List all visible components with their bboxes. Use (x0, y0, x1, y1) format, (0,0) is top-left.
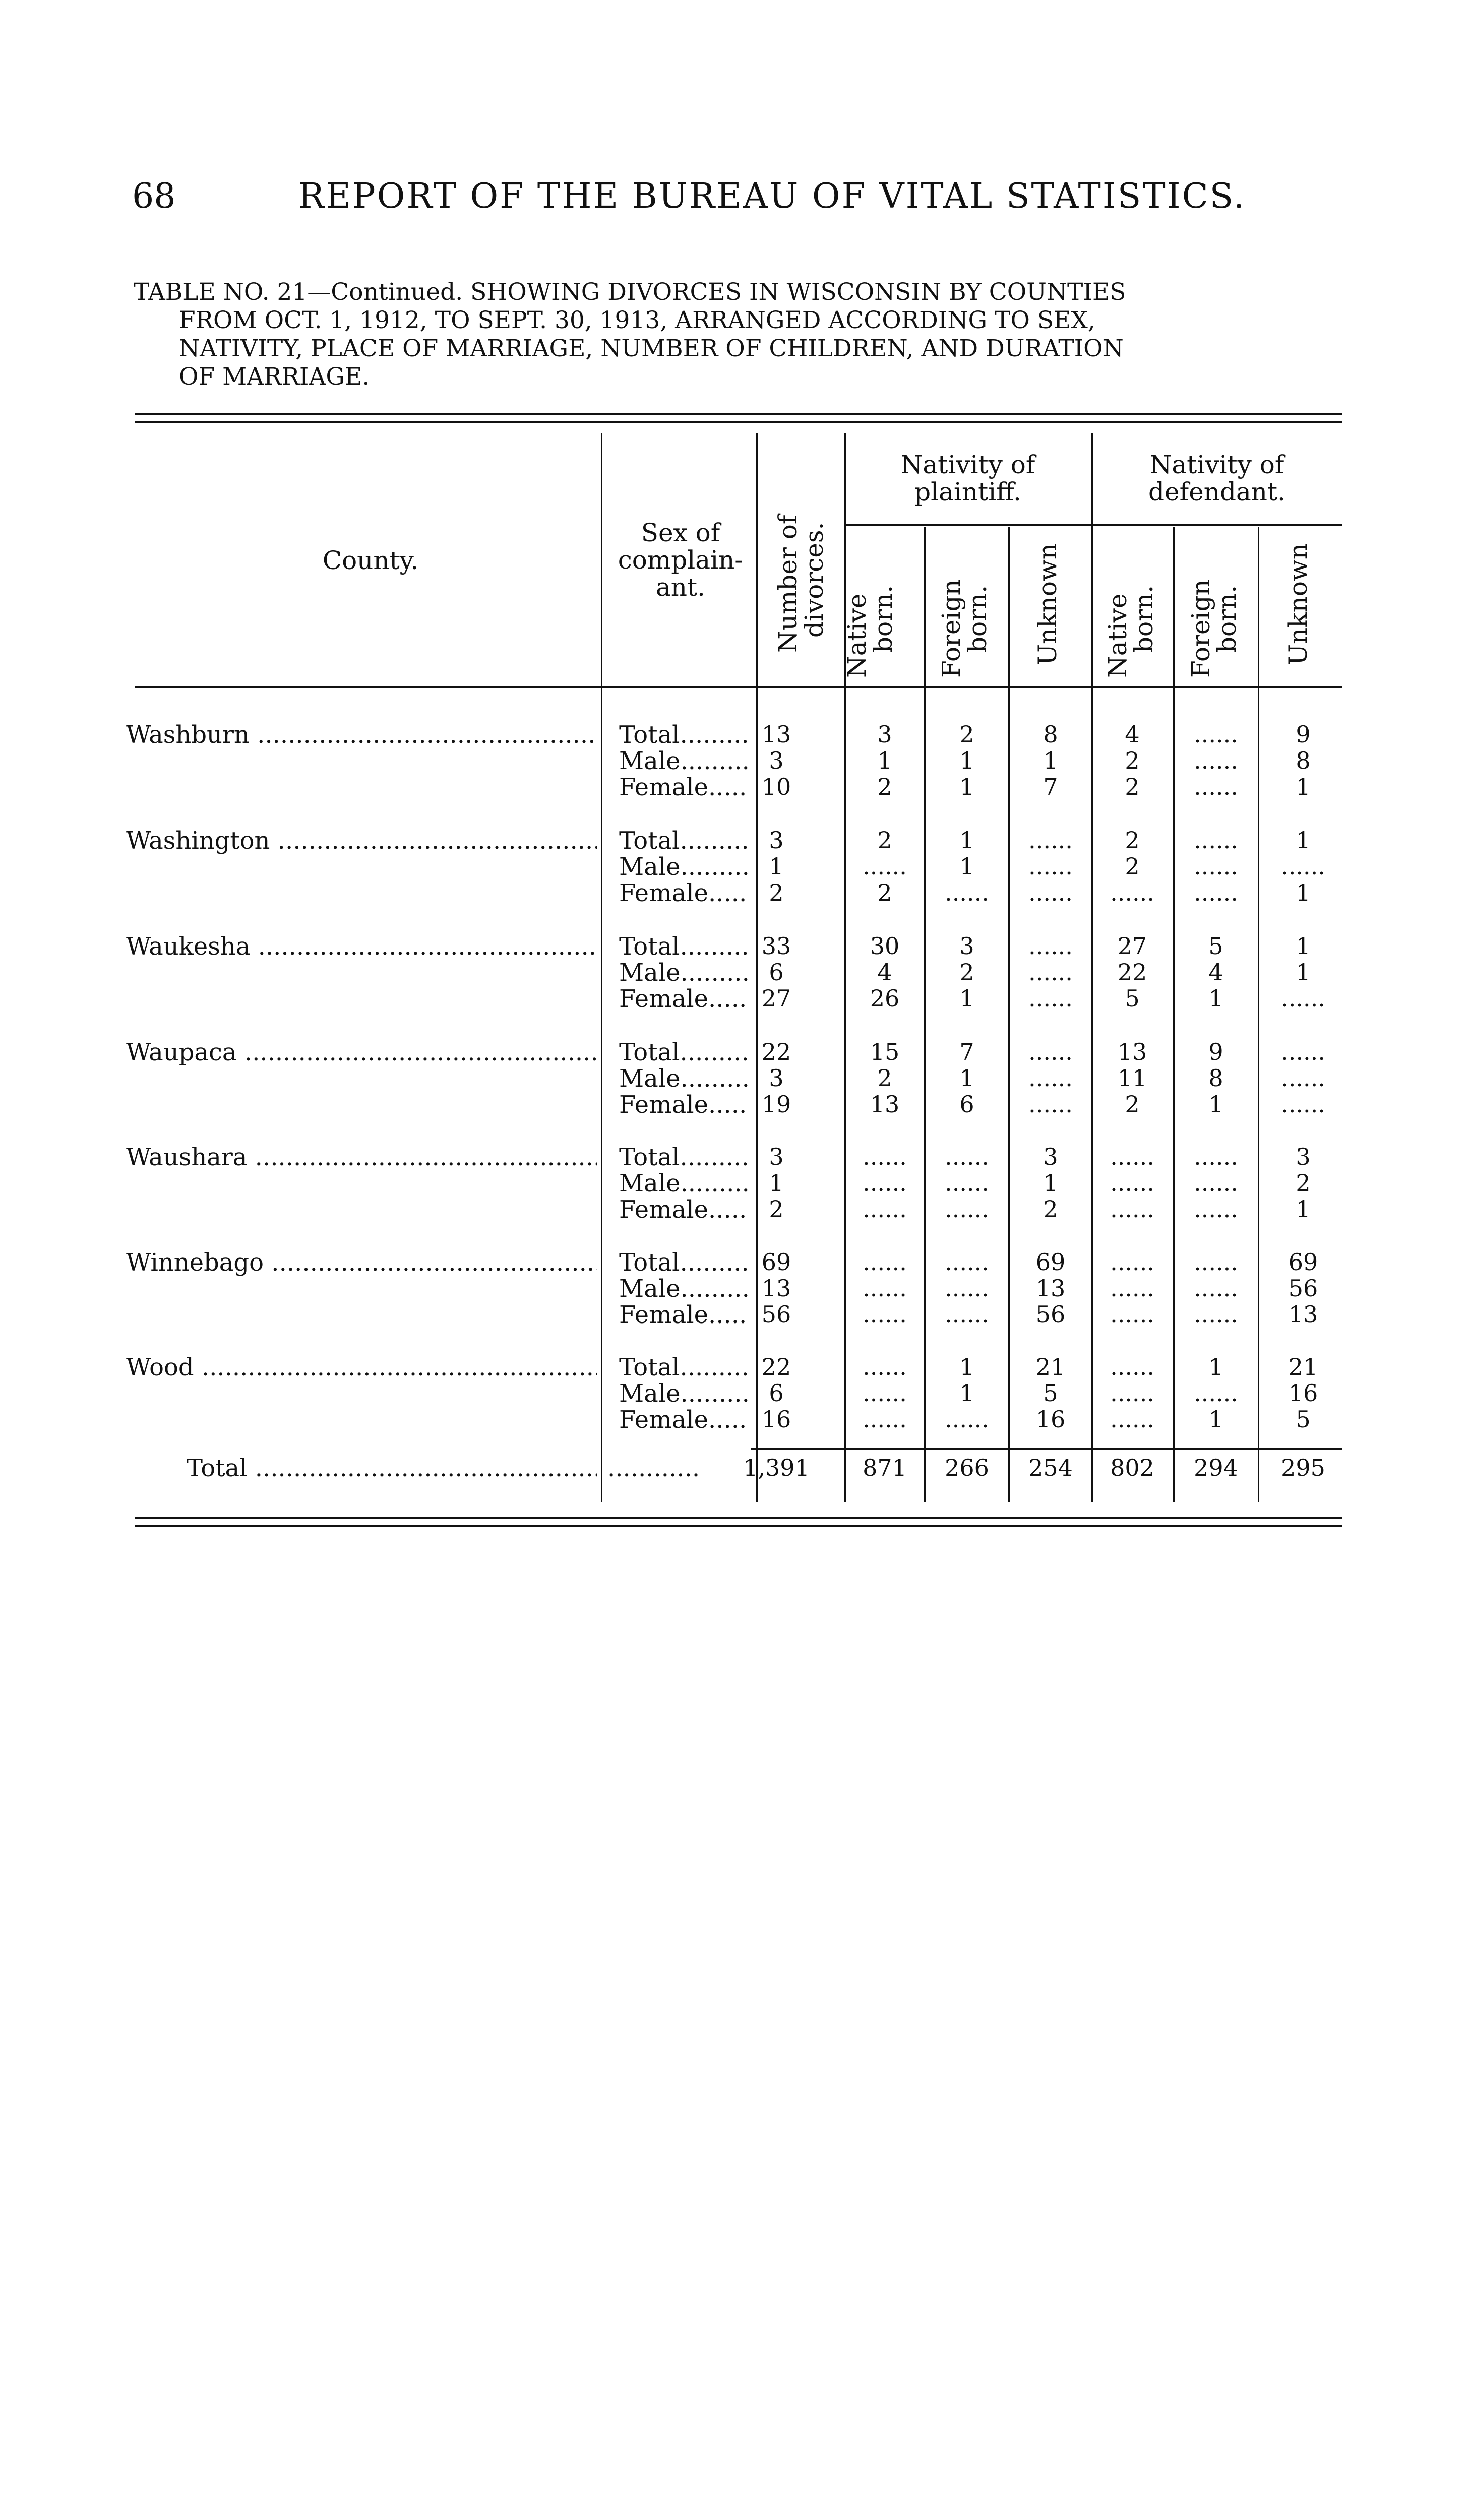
table-cell: ...... (1110, 1406, 1154, 1433)
table-cell: 16 (761, 1406, 791, 1433)
sex-label: Female ..... (619, 879, 748, 907)
defendant-header-line: defendant. (1148, 477, 1285, 507)
table-cell: ...... (1028, 1038, 1073, 1065)
table-cell: ...... (1194, 721, 1238, 748)
table-cell: ...... (945, 1275, 989, 1302)
table-cell: ...... (1194, 1143, 1238, 1170)
table-top-rule (135, 421, 1342, 423)
table-cell: 2 (1125, 853, 1140, 880)
plaintiff-unknown-header (1034, 514, 1065, 665)
page-header (132, 176, 1246, 216)
table-cell: 1 (959, 985, 974, 1012)
table-cell: 2 (1125, 773, 1140, 800)
table-cell: ...... (1194, 827, 1238, 854)
table-cell: ...... (1194, 1275, 1238, 1302)
table-cell: ...... (1110, 1379, 1154, 1407)
table-cell: 2 (769, 879, 784, 906)
table-cell: 5 (1208, 932, 1223, 960)
table-cell: ...... (1028, 1091, 1073, 1118)
number-header-line: divorces. (800, 522, 829, 638)
table-cell: 2 (877, 827, 892, 854)
sex-label: Total ..... (619, 932, 748, 961)
sex-label: Total ..... (619, 1143, 748, 1171)
sex-header-line: Sex of (641, 518, 720, 547)
subheader-line: born. (963, 585, 992, 653)
defendant-foreign-born-header (1188, 527, 1243, 678)
table-cell: 3 (1043, 1143, 1058, 1170)
sex-header-line: complain- (618, 545, 744, 575)
table-cell: 2 (1296, 1169, 1311, 1196)
sex-label: Male ..... (619, 959, 748, 987)
sex-label: Male ..... (619, 1379, 748, 1408)
table-cell: 1 (959, 853, 974, 880)
table-cell: ...... (1281, 853, 1325, 880)
table-cell: ...... (1110, 1169, 1154, 1196)
subheader-line: Native (842, 593, 872, 678)
table-cell: 1 (959, 827, 974, 854)
sex-label: Female ..... (619, 1301, 748, 1329)
sex-label: Female ..... (619, 985, 748, 1013)
defendant-unknown-header (1285, 514, 1315, 665)
table-cell: 2 (959, 721, 974, 748)
table-cell: ...... (1194, 1169, 1238, 1196)
table-cell: 2 (1043, 1195, 1058, 1223)
table-cell: 27 (761, 985, 791, 1012)
table-cell: ...... (863, 853, 907, 880)
column-separator (1258, 527, 1259, 1502)
sex-label: Male ..... (619, 1064, 748, 1093)
table-cell: ...... (1028, 853, 1073, 880)
sex-header-line: ant. (656, 573, 705, 602)
table-cell: ...... (1281, 1038, 1325, 1065)
table-cell: 33 (761, 932, 791, 960)
table-cell: ...... (1110, 1248, 1154, 1276)
table-cell: 7 (1043, 773, 1058, 800)
table-cell: 5 (1043, 1379, 1058, 1407)
table-cell: ...... (1194, 773, 1238, 800)
table-cell: 8 (1043, 721, 1058, 748)
table-cell: ...... (1194, 747, 1238, 774)
table-cell: 6 (769, 959, 784, 986)
sex-label: Male ..... (619, 1169, 748, 1198)
subheader-line: Unknown (1283, 543, 1313, 665)
table-cell: 9 (1296, 721, 1311, 748)
table-cell: ...... (1281, 1091, 1325, 1118)
table-cell: ...... (863, 1195, 907, 1223)
table-cell: 1 (1208, 1406, 1223, 1433)
table-cell: 1 (1043, 1169, 1058, 1196)
table-cell: ...... (863, 1301, 907, 1328)
county-header: County. (322, 546, 419, 575)
table-cell: ...... (1028, 827, 1073, 854)
total-cell: 295 (1281, 1454, 1325, 1481)
county-name: Washington ..... (126, 827, 597, 855)
number-header-line: Number of (773, 515, 803, 653)
table-cell: 3 (769, 827, 784, 854)
table-cell: 10 (761, 773, 791, 800)
table-top-rule (135, 413, 1342, 415)
total-cell: 294 (1194, 1454, 1238, 1481)
table-cell: 13 (1035, 1275, 1066, 1302)
table-cell: 1 (1296, 827, 1311, 854)
table-cell: 1 (959, 1353, 974, 1380)
table-cell: 56 (1288, 1275, 1318, 1302)
table-cell: 22 (761, 1038, 791, 1065)
plaintiff-foreign-born-header (938, 527, 994, 678)
table-cell: 9 (1208, 1038, 1223, 1065)
sex-label: Female ..... (619, 1406, 748, 1434)
table-cell: ...... (1028, 932, 1073, 960)
table-cell: 30 (870, 932, 900, 960)
sex-label: Total ..... (619, 1248, 748, 1277)
table-cell: ...... (863, 1143, 907, 1170)
table-cell: 5 (1125, 985, 1140, 1012)
defendant-header-line: Nativity of (1149, 450, 1284, 479)
total-label: Total ..... (187, 1454, 597, 1482)
table-cell: 3 (769, 1143, 784, 1170)
table-cell: 2 (1125, 747, 1140, 774)
caption-line: NATIVITY, PLACE OF MARRIAGE, NUMBER OF CHILDREN, AND DURATION (179, 335, 1124, 362)
column-separator (1173, 527, 1175, 1502)
table-cell: 15 (870, 1038, 900, 1065)
table-cell: ...... (1110, 1143, 1154, 1170)
table-cell: 8 (1296, 747, 1311, 774)
table-cell: 69 (1288, 1248, 1318, 1276)
table-cell: ...... (945, 1406, 989, 1433)
table-cell: 1 (1296, 1195, 1311, 1223)
table-cell: ...... (1194, 853, 1238, 880)
table-cell: 1 (959, 773, 974, 800)
header-bottom-rule (135, 686, 1342, 688)
sex-header (605, 519, 756, 601)
table-cell: 56 (761, 1301, 791, 1328)
column-separator (1008, 527, 1010, 1502)
column-separator (924, 527, 926, 1502)
table-cell: 3 (959, 932, 974, 960)
subheader-line: born. (869, 585, 898, 653)
table-cell: 1 (1296, 932, 1311, 960)
table-cell: 6 (769, 1379, 784, 1407)
subheader-line: Foreign (1186, 579, 1215, 678)
table-caption (134, 278, 1348, 391)
table-cell: 2 (877, 773, 892, 800)
table-cell: 4 (1125, 721, 1140, 748)
sex-label: Total ..... (619, 827, 748, 855)
county-name: Winnebago ..... (126, 1248, 597, 1277)
table-cell: ...... (945, 1169, 989, 1196)
number-of-divorces-header (775, 476, 830, 653)
table-bottom-rule (135, 1525, 1342, 1527)
table-cell: ...... (863, 1353, 907, 1380)
caption-line: TABLE NO. 21—Continued. SHOWING DIVORCES IN WISCONSIN BY COUNTIES (134, 278, 1126, 306)
plaintiff-header-line: plaintiff. (914, 477, 1021, 507)
table-cell: ...... (1028, 879, 1073, 906)
table-cell: 16 (1035, 1406, 1066, 1433)
table-cell: ...... (945, 1248, 989, 1276)
sex-label: Total ..... (619, 1038, 748, 1066)
table-cell: ...... (863, 1379, 907, 1407)
table-cell: 3 (1296, 1143, 1311, 1170)
table-cell: 56 (1035, 1301, 1066, 1328)
table-cell: 1 (1043, 747, 1058, 774)
plaintiff-header-line: Nativity of (900, 450, 1035, 479)
table-cell: 4 (877, 959, 892, 986)
table-cell: ...... (863, 1248, 907, 1276)
table-cell: ...... (1110, 1353, 1154, 1380)
table-cell: ...... (1110, 1275, 1154, 1302)
subheader-line: born. (1212, 585, 1242, 653)
table-bottom-rule (135, 1517, 1342, 1519)
table-cell: 1 (769, 853, 784, 880)
table-cell: ...... (1028, 959, 1073, 986)
table-cell: 1 (1296, 773, 1311, 800)
table-cell: 6 (959, 1091, 974, 1118)
table-cell: ...... (863, 1406, 907, 1433)
table-cell: ...... (1194, 1195, 1238, 1223)
total-cell: 802 (1110, 1454, 1154, 1481)
total-cell: 266 (945, 1454, 989, 1481)
sex-label: Female ..... (619, 1091, 748, 1119)
table-cell: 1 (959, 747, 974, 774)
table-cell: 4 (1208, 959, 1223, 986)
table-cell: 1 (1208, 1091, 1223, 1118)
table-cell: ...... (945, 1195, 989, 1223)
table-cell: 22 (1117, 959, 1147, 986)
table-cell: 21 (1288, 1353, 1318, 1380)
table-cell: 22 (761, 1353, 791, 1380)
table-cell: 3 (769, 1064, 784, 1092)
table-cell: 1 (1296, 879, 1311, 906)
county-name: Waushara ..... (126, 1143, 597, 1171)
table-cell: 13 (761, 721, 791, 748)
table-cell: ...... (945, 879, 989, 906)
table-cell: 69 (761, 1248, 791, 1276)
table-cell: 26 (870, 985, 900, 1012)
plaintiff-nativity-header (844, 451, 1091, 506)
table-cell: ...... (863, 1169, 907, 1196)
table-cell: 27 (1117, 932, 1147, 960)
table-cell: 2 (1125, 827, 1140, 854)
subheader-line: Native (1103, 593, 1132, 678)
total-sex-leader: ............ (607, 1454, 700, 1482)
sex-label: Male ..... (619, 1275, 748, 1303)
table-cell: 13 (1117, 1038, 1147, 1065)
table-cell: 8 (1208, 1064, 1223, 1092)
table-cell: 13 (870, 1091, 900, 1118)
table-cell: ...... (863, 1275, 907, 1302)
county-name: Waukesha ..... (126, 932, 597, 961)
table-cell: ...... (1110, 879, 1154, 906)
table-cell: 3 (769, 747, 784, 774)
subheader-line: born. (1129, 585, 1158, 653)
table-cell: 7 (959, 1038, 974, 1065)
table-cell: 2 (959, 959, 974, 986)
column-separator (601, 433, 602, 1502)
total-cell: 254 (1028, 1454, 1073, 1481)
sex-label: Female ..... (619, 1195, 748, 1224)
caption-line: FROM OCT. 1, 1912, TO SEPT. 30, 1913, ARRANGED ACCORDING TO SEX, (179, 306, 1095, 334)
table-cell: 1 (1208, 985, 1223, 1012)
total-cell: 871 (863, 1454, 907, 1481)
table-cell: 16 (1288, 1379, 1318, 1407)
sex-label: Total ..... (619, 1353, 748, 1381)
county-name: Washburn ..... (126, 721, 597, 749)
subheader-line: Foreign (937, 579, 966, 678)
table-cell: 1 (1208, 1353, 1223, 1380)
table-cell: 1 (1296, 959, 1311, 986)
subheader-line: Unknown (1033, 543, 1062, 665)
table-cell: 11 (1117, 1064, 1147, 1092)
total-row-rule (751, 1448, 1342, 1450)
sex-label: Total ..... (619, 721, 748, 749)
defendant-nativity-header (1091, 451, 1342, 506)
sex-label: Male ..... (619, 747, 748, 775)
defendant-native-born-header (1105, 527, 1160, 678)
table-cell: ...... (1194, 879, 1238, 906)
table-cell: ...... (945, 1301, 989, 1328)
table-cell: 3 (877, 721, 892, 748)
table-cell: 13 (1288, 1301, 1318, 1328)
sex-label: Female ..... (619, 773, 748, 801)
total-cell: 1,391 (743, 1454, 810, 1481)
caption-line: OF MARRIAGE. (179, 363, 370, 391)
table-cell: ...... (1110, 1301, 1154, 1328)
plaintiff-native-born-header (844, 527, 899, 678)
table-cell: 21 (1035, 1353, 1066, 1380)
county-name: Wood ..... (126, 1353, 597, 1381)
table-cell: 1 (877, 747, 892, 774)
table-cell: 2 (1125, 1091, 1140, 1118)
table-cell: ...... (1028, 1064, 1073, 1092)
table-cell: ...... (1281, 1064, 1325, 1092)
running-title: REPORT OF THE BUREAU OF VITAL STATISTICS. (298, 176, 1246, 216)
table-cell: ...... (945, 1143, 989, 1170)
table-cell: ...... (1110, 1195, 1154, 1223)
table-cell: ...... (1028, 985, 1073, 1012)
table-cell: 2 (877, 879, 892, 906)
table-cell: ...... (1194, 1248, 1238, 1276)
table-cell: 69 (1035, 1248, 1066, 1276)
county-name: Waupaca ..... (126, 1038, 597, 1066)
sex-label: Male ..... (619, 853, 748, 881)
table-cell: 2 (769, 1195, 784, 1223)
table-cell: 13 (761, 1275, 791, 1302)
table-cell: ...... (1194, 1301, 1238, 1328)
table-cell: 2 (877, 1064, 892, 1092)
table-cell: 19 (761, 1091, 791, 1118)
table-cell: 1 (959, 1379, 974, 1407)
table-cell: 1 (769, 1169, 784, 1196)
table-cell: 5 (1296, 1406, 1311, 1433)
page-number: 68 (132, 176, 176, 216)
table-cell: ...... (1194, 1379, 1238, 1407)
table-cell: ...... (1281, 985, 1325, 1012)
table-cell: 1 (959, 1064, 974, 1092)
